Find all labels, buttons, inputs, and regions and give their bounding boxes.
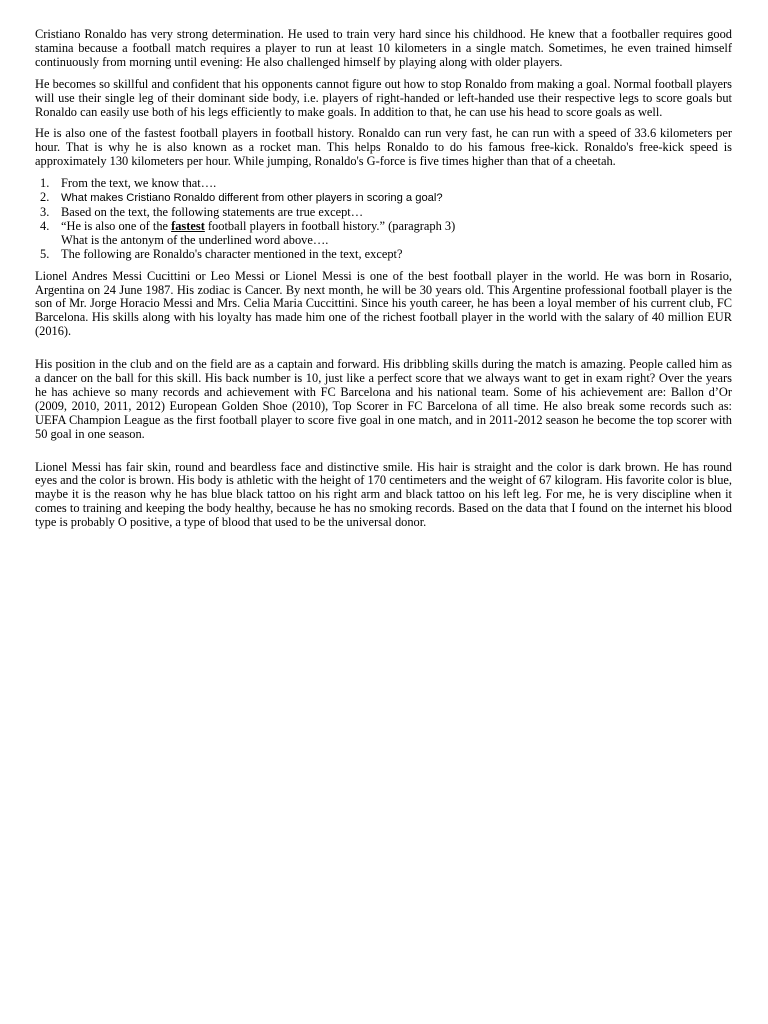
question-text: Based on the text, the following statements are true except… [61, 204, 364, 219]
messi-paragraph-1: Lionel Andres Messi Cucittini or Leo Messi or Lionel Messi is one of the best football player in the world. He was born in Rosario, Argentina on 24 June 1987. His zodiac is Cancer. By next month, he will be 30 years old. This Argentine professional football player is the son of Mr. Jorge Horacio Messi and Mrs. Celia Maria Cuccittini. Since his youth career, he has been a loyal member of his current club, FC Barcelona. His skills along with his loyalty has made him one of the richest football player in the world with the salary of 40 million EUR (2016). [35, 268, 732, 339]
question-number: 3. [40, 204, 50, 219]
question-number: 2. [40, 190, 50, 205]
messi-paragraph-3: Lionel Messi has fair skin, round and beardless face and distinctive smile. His hair is straight and the color is dark brown. He has round eyes and the color is brown. His body is athletic with the height of 170 centimeters and the weight of 67 kilogram. His favorite color is blue, maybe it is the reason why he has blue black tattoo on his right arm and black tattoo on his left leg. For me, he is very discipline when it comes to training and keeping the body healthy, because he has no smoking records. Based on the data that I found on the internet his blood type is probably O positive, a type of blood that used to be the universal donor. [35, 459, 732, 530]
underlined-keyword: fastest [171, 218, 205, 233]
question-number: 1. [40, 176, 50, 191]
question-text: What makes Cristiano Ronaldo different from other players in scoring a goal? [61, 192, 443, 205]
question-4 [35, 220, 732, 248]
question-list [35, 177, 732, 261]
ronaldo-paragraph-2: He becomes so skillful and confident that his opponents cannot figure out how to stop Ronaldo from making a goal. Normal football players will use their single leg of their dominant side body, i.e. players of right-handed or left-handed use their respective legs to score goals but Ronaldo can easily use both of his legs efficiently to make goals. In addition to that, he can use his head to score goals as well. [35, 76, 732, 119]
question-number: 4. [40, 218, 50, 233]
ronaldo-paragraph-3: He is also one of the fastest football players in football history. Ronaldo can run very fast, he can run with a speed of 33.6 kilometers per hour. That is why he is also known as a rocket man. This helps Ronaldo to do his famous free-kick. Ronaldo's free-kick speed is approximately 130 kilometers per hour. While jumping, Ronaldo's G-force is five times higher than that of a cheetah. [35, 126, 732, 169]
question-text: The following are Ronaldo's character mentioned in the text, except? [61, 246, 403, 261]
question-text: From the text, we know that…. [61, 176, 217, 191]
ronaldo-paragraph-1: Cristiano Ronaldo has very strong determination. He used to train very hard since his childhood. He knew that a footballer requires good stamina because a football match requires a player to run at least 10 kilometers in a single match. Sometimes, he even trained himself continuously from morning until evening: He also challenged himself by playing along with older players. [35, 27, 732, 69]
question-text [61, 219, 455, 233]
question-number: 5. [40, 246, 50, 261]
question-5 [35, 248, 732, 262]
question-2 [35, 191, 732, 206]
messi-paragraph-2: His position in the club and on the field are as a captain and forward. His dribbling skills during the match is amazing. People called him as a dancer on the ball for this skill. His back number is 10, just like a perfect score that we always want to get in exam right? Over the years he has achieve so many records and achievement with FC Barcelona and his national team. Some of his achievement are: Ballon d’Or (2009, 2010, 2011, 2012) European Golden Shoe (2010), Top Scorer in FC Barcelona of all time. He also break some records such as: UEFA Champion League as the first football player to score five goal in one match, and in 2011-2012 season he become the top scorer with 50 goal in one season. [35, 357, 732, 441]
question-1 [35, 177, 732, 191]
question-quote-end: football players in football history.” (paragraph 3) [204, 218, 456, 233]
question-3 [35, 206, 732, 220]
document-page [35, 28, 732, 538]
question-quote-start: “He is also one of the [61, 218, 172, 233]
question-subtext: What is the antonym of the underlined word above…. [61, 232, 329, 247]
